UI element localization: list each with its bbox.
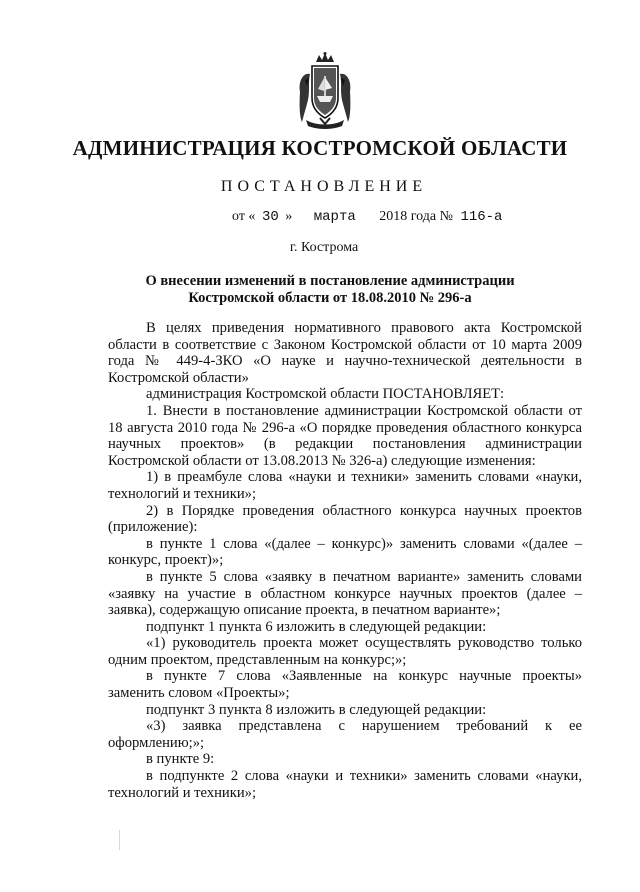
date-separator: » <box>285 209 293 224</box>
paragraph: 2) в Порядке проведения областного конкурса научных проектов (приложение): <box>108 502 582 536</box>
agency-name: АДМИНИСТРАЦИЯ КОСТРОМСКОЙ ОБЛАСТИ <box>72 136 568 160</box>
date-line <box>232 209 502 225</box>
paragraph: 1. Внести в постановление администрации Костромской области от 18 августа 2010 года № 296-а «О порядке проведения областного конкурса научных проектов» (в редакции постановления администрации Костромской области от 13.08.2013 № 326-а) следующие изменения: <box>108 402 582 469</box>
scan-artifact <box>119 830 120 850</box>
date-prefix: от « <box>232 209 256 224</box>
coat-of-arms-icon <box>296 52 354 130</box>
paragraph: администрация Костромской области ПОСТАНОВЛЯЕТ: <box>146 386 505 403</box>
date-day: 30 <box>261 209 279 225</box>
paragraph: в подпункте 2 слова «науки и техники» заменить словами «науки, технологий и техники»; <box>108 768 582 801</box>
city-name: г. Кострома <box>289 240 359 255</box>
date-year: 2018 года № <box>379 209 453 224</box>
document-number: 116-а <box>460 209 503 225</box>
paragraph: в пункте 1 слова «(далее – конкурс)» заменить словами «(далее – конкурс, проект)»; <box>108 535 582 569</box>
paragraph: В целях приведения нормативного правового акта Костромской области в соответствие с Законом Костромской области от 10 марта 2009 года № 449-4-ЗКО «О науке и научно-технической деятельности в Костромской области» <box>108 320 582 386</box>
date-month: марта <box>313 209 356 225</box>
paragraph: подпункт 3 пункта 8 изложить в следующей редакции: <box>146 701 487 718</box>
paragraph: 1) в преамбуле слова «науки и техники» заменить словами «науки, технологий и техники»; <box>108 469 582 502</box>
paragraph: в пункте 5 слова «заявку в печатном варианте» заменить словами «заявку на участие в областном конкурсе научных проектов (далее – заявка), содержащую описание проекта, в печатном варианте»; <box>108 568 582 619</box>
title-line-1: О внесении изменений в постановление администрации <box>145 273 515 289</box>
paragraph: в пункте 7 слова «Заявленные на конкурс научные проекты» заменить словом «Проекты»; <box>108 668 582 702</box>
paragraph: «3) заявка представлена с нарушением требований к ее оформлению;»; <box>108 718 582 751</box>
paragraph: в пункте 9: <box>146 751 215 768</box>
paragraph: «1) руководитель проекта может осуществлять руководство только одним проектом, представленным на конкурс;»; <box>108 635 582 668</box>
title-line-2: Костромской области от 18.08.2010 № 296-а <box>188 290 472 306</box>
document-type: ПОСТАНОВЛЕНИЕ <box>220 178 428 195</box>
paragraph: подпункт 1 пункта 6 изложить в следующей редакции: <box>146 618 487 635</box>
document-title <box>0 273 640 307</box>
document-body <box>108 320 582 801</box>
